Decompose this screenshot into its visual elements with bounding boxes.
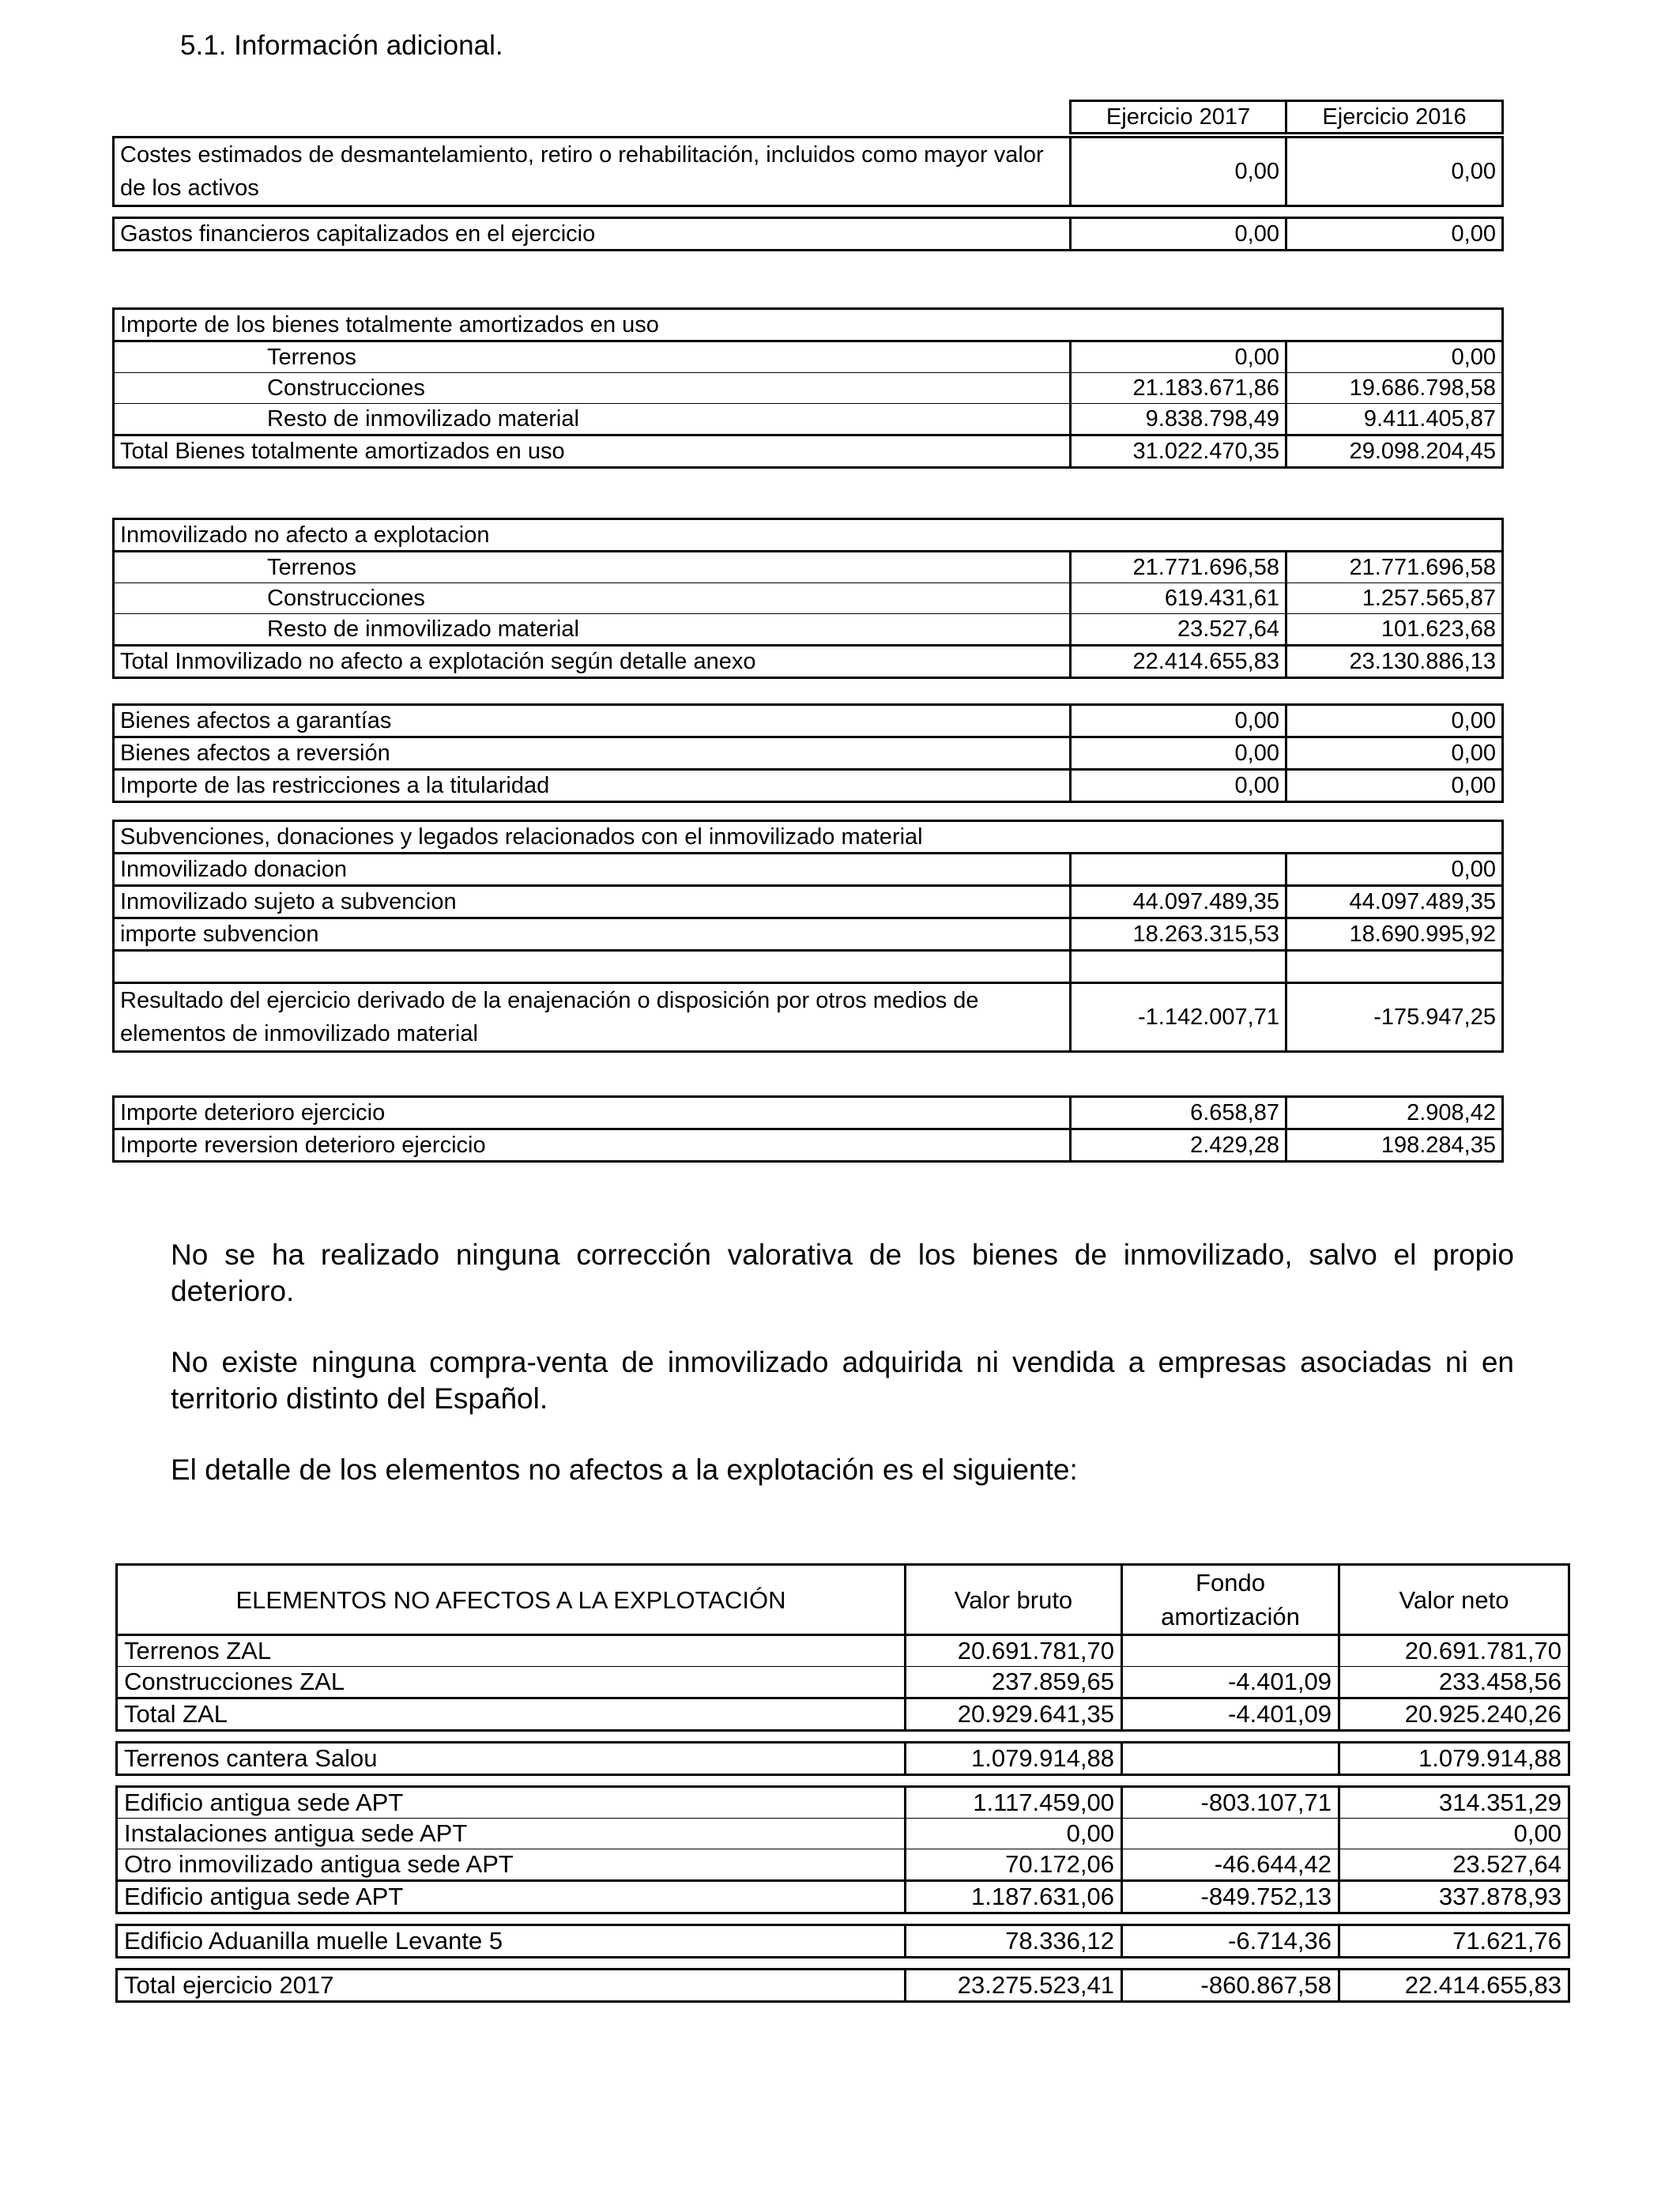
total-2016: 29.098.204,45 (1286, 435, 1503, 468)
value-bruto: 1.187.631,06 (906, 1881, 1122, 1913)
deterioro-table (112, 1095, 1504, 1163)
table-row (117, 1667, 1569, 1698)
value-2017: 619.431,61 (1071, 583, 1286, 614)
value-2016: 198.284,35 (1286, 1129, 1503, 1162)
table-title: Importe de los bienes totalmente amortizados en uso (114, 309, 1503, 341)
no-afecto-table (112, 518, 1504, 679)
value-2016: 0,00 (1286, 737, 1503, 770)
row-label: Terrenos cantera Salou (117, 1743, 906, 1775)
spacer-row (117, 1958, 1569, 1970)
value-fondo: -860.867,58 (1122, 1970, 1339, 2002)
table-row (114, 854, 1503, 886)
row-label: Resto de inmovilizado material (114, 404, 1071, 435)
row-label: Otro inmovilizado antigua sede APT (117, 1849, 906, 1881)
spacer-row (117, 1731, 1569, 1743)
grand-total-row (117, 1970, 1569, 2002)
header-2016: Ejercicio 2016 (1286, 101, 1503, 134)
value-2017: 44.097.489,35 (1071, 886, 1286, 918)
bienes-table (112, 703, 1504, 803)
row-label: importe subvencion (114, 918, 1071, 951)
table-row (114, 583, 1503, 614)
value-2017: 23.527,64 (1071, 614, 1286, 646)
value-2016: 19.686.798,58 (1286, 373, 1503, 404)
value-neto: 71.621,76 (1339, 1925, 1569, 1958)
value-neto: 23.527,64 (1339, 1849, 1569, 1881)
value-2017: 0,00 (1071, 705, 1286, 737)
table-row (114, 218, 1503, 251)
value-2016: 0,00 (1286, 138, 1503, 206)
total-label: Total Inmovilizado no afecto a explotación según detalle anexo (114, 646, 1071, 678)
value-bruto: 70.172,06 (906, 1849, 1122, 1881)
value-fondo: -803.107,71 (1122, 1787, 1339, 1819)
total-row (117, 1698, 1569, 1731)
value-2017: 21.183.671,86 (1071, 373, 1286, 404)
value-neto: 314.351,29 (1339, 1787, 1569, 1819)
header-2017: Ejercicio 2017 (1071, 101, 1286, 134)
costes-table (112, 136, 1504, 207)
empty-row (114, 951, 1503, 983)
value-fondo: -6.714,36 (1122, 1925, 1339, 1958)
table-row (114, 373, 1503, 404)
value-neto: 20.691.781,70 (1339, 1635, 1569, 1667)
amortizados-table (112, 307, 1504, 469)
row-label: Bienes afectos a garantías (114, 705, 1071, 737)
total-2016: 23.130.886,13 (1286, 646, 1503, 678)
row-label: Edificio antigua sede APT (117, 1881, 906, 1913)
value-2016: 21.771.696,58 (1286, 552, 1503, 583)
value-bruto: 20.691.781,70 (906, 1635, 1122, 1667)
value-2017: 0,00 (1071, 218, 1286, 251)
value-2017: 21.771.696,58 (1071, 552, 1286, 583)
section-heading: 5.1. Información adicional. (180, 30, 503, 61)
row-label: Total ejercicio 2017 (117, 1970, 906, 2002)
year-column-headers (1069, 100, 1504, 134)
value-2017: 2.429,28 (1071, 1129, 1286, 1162)
value-2017: -1.142.007,71 (1071, 983, 1286, 1052)
row-label: Terrenos ZAL (117, 1635, 906, 1667)
value-neto: 337.878,93 (1339, 1881, 1569, 1913)
total-2017: 31.022.470,35 (1071, 435, 1286, 468)
header-bruto: Valor bruto (906, 1565, 1122, 1635)
value-2016: -175.947,25 (1286, 983, 1503, 1052)
total-2017: 22.414.655,83 (1071, 646, 1286, 678)
value-2016: 101.623,68 (1286, 614, 1503, 646)
value-bruto: 23.275.523,41 (906, 1970, 1122, 2002)
table-row (114, 1129, 1503, 1162)
value-2016: 0,00 (1286, 341, 1503, 373)
table-row (117, 1635, 1569, 1667)
value-neto: 0,00 (1339, 1819, 1569, 1849)
value-fondo: -4.401,09 (1122, 1667, 1339, 1698)
total-label: Total Bienes totalmente amortizados en uso (114, 435, 1071, 468)
value-2017: 0,00 (1071, 737, 1286, 770)
value-bruto: 1.117.459,00 (906, 1787, 1122, 1819)
value-neto: 20.925.240,26 (1339, 1698, 1569, 1731)
row-label: Bienes afectos a reversión (114, 737, 1071, 770)
value-neto: 233.458,56 (1339, 1667, 1569, 1698)
value-fondo (1122, 1635, 1339, 1667)
table-row (114, 1097, 1503, 1129)
table-title: Subvenciones, donaciones y legados relacionados con el inmovilizado material (114, 821, 1503, 854)
total-row (114, 435, 1503, 468)
table-title-row (114, 519, 1503, 552)
header-neto: Valor neto (1339, 1565, 1569, 1635)
table-title-row (114, 821, 1503, 854)
value-2016: 2.908,42 (1286, 1097, 1503, 1129)
table-row (114, 770, 1503, 802)
empty-cell (1286, 951, 1503, 983)
table-row (114, 138, 1503, 206)
total-row (117, 1881, 1569, 1913)
table-row (117, 1849, 1569, 1881)
paragraph-compraventa: No existe ninguna compra-venta de inmovilizado adquirida ni vendida a empresas asociadas ni en territorio distinto del Español. (171, 1346, 1514, 1415)
row-label: Total ZAL (117, 1698, 906, 1731)
table-row (117, 1787, 1569, 1819)
value-fondo: -46.644,42 (1122, 1849, 1339, 1881)
row-label: Edificio antigua sede APT (117, 1787, 906, 1819)
value-bruto: 0,00 (906, 1819, 1122, 1849)
value-2016: 1.257.565,87 (1286, 583, 1503, 614)
table-row (114, 737, 1503, 770)
value-fondo (1122, 1819, 1339, 1849)
row-label: Costes estimados de desmantelamiento, retiro o rehabilitación, incluidos como mayor valor de los activos (114, 138, 1071, 206)
value-2017: 9.838.798,49 (1071, 404, 1286, 435)
row-label: Resultado del ejercicio derivado de la enajenación o disposición por otros medios de elementos de inmovilizado material (114, 983, 1071, 1052)
value-bruto: 20.929.641,35 (906, 1698, 1122, 1731)
value-2017: 18.263.315,53 (1071, 918, 1286, 951)
table-row (114, 341, 1503, 373)
value-bruto: 78.336,12 (906, 1925, 1122, 1958)
header-element: ELEMENTOS NO AFECTOS A LA EXPLOTACIÓN (117, 1565, 906, 1635)
detail-header-row (117, 1565, 1569, 1635)
row-label: Edificio Aduanilla muelle Levante 5 (117, 1925, 906, 1958)
table-title-row (114, 309, 1503, 341)
row-label: Terrenos (114, 341, 1071, 373)
subvenciones-table (112, 820, 1504, 1053)
value-2016: 0,00 (1286, 705, 1503, 737)
value-2016: 0,00 (1286, 854, 1503, 886)
total-row (114, 646, 1503, 678)
row-label: Terrenos (114, 552, 1071, 583)
row-label: Importe deterioro ejercicio (114, 1097, 1071, 1129)
table-row (117, 1743, 1569, 1775)
row-label: Inmovilizado sujeto a subvencion (114, 886, 1071, 918)
spacer-row (117, 1775, 1569, 1787)
value-2017: 6.658,87 (1071, 1097, 1286, 1129)
header-fondo: Fondo amortización (1122, 1565, 1339, 1635)
paragraph-correccion: No se ha realizado ninguna corrección valorativa de los bienes de inmovilizado, salvo el propio deterioro. (171, 1238, 1514, 1307)
table-row (114, 614, 1503, 646)
spacer-row (117, 1913, 1569, 1925)
table-row (114, 552, 1503, 583)
value-neto: 22.414.655,83 (1339, 1970, 1569, 2002)
value-bruto: 237.859,65 (906, 1667, 1122, 1698)
empty-cell (1071, 951, 1286, 983)
value-2016: 9.411.405,87 (1286, 404, 1503, 435)
value-2016: 0,00 (1286, 218, 1503, 251)
row-label: Importe de las restricciones a la titularidad (114, 770, 1071, 802)
value-fondo: -849.752,13 (1122, 1881, 1339, 1913)
row-label: Gastos financieros capitalizados en el ejercicio (114, 218, 1071, 251)
row-label: Construcciones (114, 583, 1071, 614)
row-label: Construcciones (114, 373, 1071, 404)
value-fondo (1122, 1743, 1339, 1775)
table-row (117, 1819, 1569, 1849)
value-2017: 0,00 (1071, 341, 1286, 373)
gastos-table (112, 217, 1504, 251)
value-2016: 18.690.995,92 (1286, 918, 1503, 951)
value-2016: 0,00 (1286, 770, 1503, 802)
row-label: Resto de inmovilizado material (114, 614, 1071, 646)
value-2017: 0,00 (1071, 138, 1286, 206)
paragraph-detalle: El detalle de los elementos no afectos a la explotación es el siguiente: (171, 1453, 1078, 1486)
value-2016: 44.097.489,35 (1286, 886, 1503, 918)
value-bruto: 1.079.914,88 (906, 1743, 1122, 1775)
table-row (114, 705, 1503, 737)
value-2017 (1071, 854, 1286, 886)
empty-cell (114, 951, 1071, 983)
table-row (114, 983, 1503, 1052)
value-fondo: -4.401,09 (1122, 1698, 1339, 1731)
row-label: Importe reversion deterioro ejercicio (114, 1129, 1071, 1162)
row-label: Instalaciones antigua sede APT (117, 1819, 906, 1849)
row-label: Inmovilizado donacion (114, 854, 1071, 886)
table-title: Inmovilizado no afecto a explotacion (114, 519, 1503, 552)
table-row (117, 1925, 1569, 1958)
row-label: Construcciones ZAL (117, 1667, 906, 1698)
value-2017: 0,00 (1071, 770, 1286, 802)
detail-table (115, 1563, 1570, 2003)
table-row (114, 886, 1503, 918)
value-neto: 1.079.914,88 (1339, 1743, 1569, 1775)
table-row (114, 404, 1503, 435)
table-row (114, 918, 1503, 951)
